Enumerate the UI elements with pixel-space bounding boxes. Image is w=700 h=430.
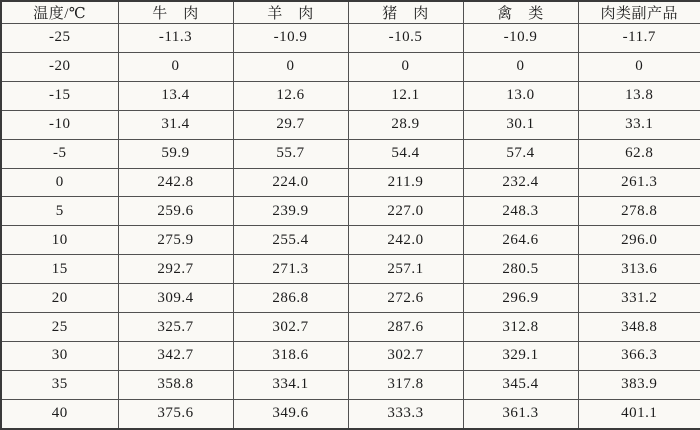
table-row bbox=[1, 81, 700, 110]
temperature-cell: -25 bbox=[1, 24, 118, 53]
temperature-cell: -10 bbox=[1, 110, 118, 139]
value-cell: 264.6 bbox=[463, 226, 578, 255]
column-header-beef: 牛 肉 bbox=[118, 1, 233, 24]
temperature-cell: 15 bbox=[1, 255, 118, 284]
value-cell: 255.4 bbox=[233, 226, 348, 255]
column-header-mutton: 羊 肉 bbox=[233, 1, 348, 24]
value-cell: 287.6 bbox=[348, 313, 463, 342]
temperature-cell: 20 bbox=[1, 284, 118, 313]
temperature-cell: -20 bbox=[1, 52, 118, 81]
value-cell: 334.1 bbox=[233, 370, 348, 399]
table-row bbox=[1, 110, 700, 139]
value-cell: 211.9 bbox=[348, 168, 463, 197]
value-cell: 349.6 bbox=[233, 399, 348, 429]
table-row bbox=[1, 370, 700, 399]
value-cell: -11.3 bbox=[118, 24, 233, 53]
value-cell: 59.9 bbox=[118, 139, 233, 168]
value-cell: 309.4 bbox=[118, 284, 233, 313]
table-row bbox=[1, 226, 700, 255]
value-cell: 329.1 bbox=[463, 341, 578, 370]
value-cell: 366.3 bbox=[578, 341, 700, 370]
value-cell: 271.3 bbox=[233, 255, 348, 284]
table-row bbox=[1, 52, 700, 81]
table-row bbox=[1, 139, 700, 168]
value-cell: 302.7 bbox=[233, 313, 348, 342]
table-row bbox=[1, 284, 700, 313]
value-cell: 296.9 bbox=[463, 284, 578, 313]
value-cell: 13.4 bbox=[118, 81, 233, 110]
value-cell: 278.8 bbox=[578, 197, 700, 226]
value-cell: 292.7 bbox=[118, 255, 233, 284]
value-cell: 242.8 bbox=[118, 168, 233, 197]
value-cell: 275.9 bbox=[118, 226, 233, 255]
value-cell: 54.4 bbox=[348, 139, 463, 168]
value-cell: 361.3 bbox=[463, 399, 578, 429]
table-row bbox=[1, 313, 700, 342]
value-cell: 242.0 bbox=[348, 226, 463, 255]
value-cell: 31.4 bbox=[118, 110, 233, 139]
value-cell: 12.1 bbox=[348, 81, 463, 110]
value-cell: 57.4 bbox=[463, 139, 578, 168]
value-cell: 312.8 bbox=[463, 313, 578, 342]
value-cell: 55.7 bbox=[233, 139, 348, 168]
value-cell: 375.6 bbox=[118, 399, 233, 429]
value-cell: 333.3 bbox=[348, 399, 463, 429]
value-cell: 0 bbox=[348, 52, 463, 81]
column-header-poultry: 禽 类 bbox=[463, 1, 578, 24]
temperature-cell: 10 bbox=[1, 226, 118, 255]
table-row bbox=[1, 399, 700, 429]
value-cell: 62.8 bbox=[578, 139, 700, 168]
value-cell: 331.2 bbox=[578, 284, 700, 313]
temperature-cell: 5 bbox=[1, 197, 118, 226]
table-body bbox=[1, 24, 700, 430]
value-cell: 318.6 bbox=[233, 341, 348, 370]
value-cell: 296.0 bbox=[578, 226, 700, 255]
temperature-cell: 0 bbox=[1, 168, 118, 197]
value-cell: 33.1 bbox=[578, 110, 700, 139]
value-cell: 348.8 bbox=[578, 313, 700, 342]
value-cell: 248.3 bbox=[463, 197, 578, 226]
value-cell: -10.5 bbox=[348, 24, 463, 53]
value-cell: 232.4 bbox=[463, 168, 578, 197]
value-cell: 30.1 bbox=[463, 110, 578, 139]
table-row bbox=[1, 168, 700, 197]
value-cell: -10.9 bbox=[463, 24, 578, 53]
temperature-cell: 35 bbox=[1, 370, 118, 399]
value-cell: 286.8 bbox=[233, 284, 348, 313]
value-cell: 224.0 bbox=[233, 168, 348, 197]
value-cell: 313.6 bbox=[578, 255, 700, 284]
value-cell: 302.7 bbox=[348, 341, 463, 370]
value-cell: 13.8 bbox=[578, 81, 700, 110]
value-cell: 0 bbox=[463, 52, 578, 81]
value-cell: -11.7 bbox=[578, 24, 700, 53]
value-cell: 0 bbox=[578, 52, 700, 81]
table-row bbox=[1, 24, 700, 53]
temperature-cell: -5 bbox=[1, 139, 118, 168]
value-cell: 280.5 bbox=[463, 255, 578, 284]
column-header-temperature: 温度/℃ bbox=[1, 1, 118, 24]
value-cell: 13.0 bbox=[463, 81, 578, 110]
column-header-pork: 猪 肉 bbox=[348, 1, 463, 24]
temperature-cell: 40 bbox=[1, 399, 118, 429]
table-row bbox=[1, 255, 700, 284]
temperature-cell: -15 bbox=[1, 81, 118, 110]
value-cell: 239.9 bbox=[233, 197, 348, 226]
value-cell: 401.1 bbox=[578, 399, 700, 429]
value-cell: 325.7 bbox=[118, 313, 233, 342]
value-cell: 358.8 bbox=[118, 370, 233, 399]
value-cell: 12.6 bbox=[233, 81, 348, 110]
header-row bbox=[1, 1, 700, 24]
table-row bbox=[1, 197, 700, 226]
table-row bbox=[1, 341, 700, 370]
value-cell: 383.9 bbox=[578, 370, 700, 399]
value-cell: 0 bbox=[118, 52, 233, 81]
temperature-cell: 30 bbox=[1, 341, 118, 370]
temperature-cell: 25 bbox=[1, 313, 118, 342]
value-cell: 272.6 bbox=[348, 284, 463, 313]
value-cell: 0 bbox=[233, 52, 348, 81]
value-cell: 29.7 bbox=[233, 110, 348, 139]
value-cell: 342.7 bbox=[118, 341, 233, 370]
value-cell: 261.3 bbox=[578, 168, 700, 197]
value-cell: 257.1 bbox=[348, 255, 463, 284]
value-cell: 345.4 bbox=[463, 370, 578, 399]
value-cell: 227.0 bbox=[348, 197, 463, 226]
value-cell: 28.9 bbox=[348, 110, 463, 139]
column-header-meat-byproducts: 肉类副产品 bbox=[578, 1, 700, 24]
value-cell: 259.6 bbox=[118, 197, 233, 226]
value-cell: -10.9 bbox=[233, 24, 348, 53]
value-cell: 317.8 bbox=[348, 370, 463, 399]
